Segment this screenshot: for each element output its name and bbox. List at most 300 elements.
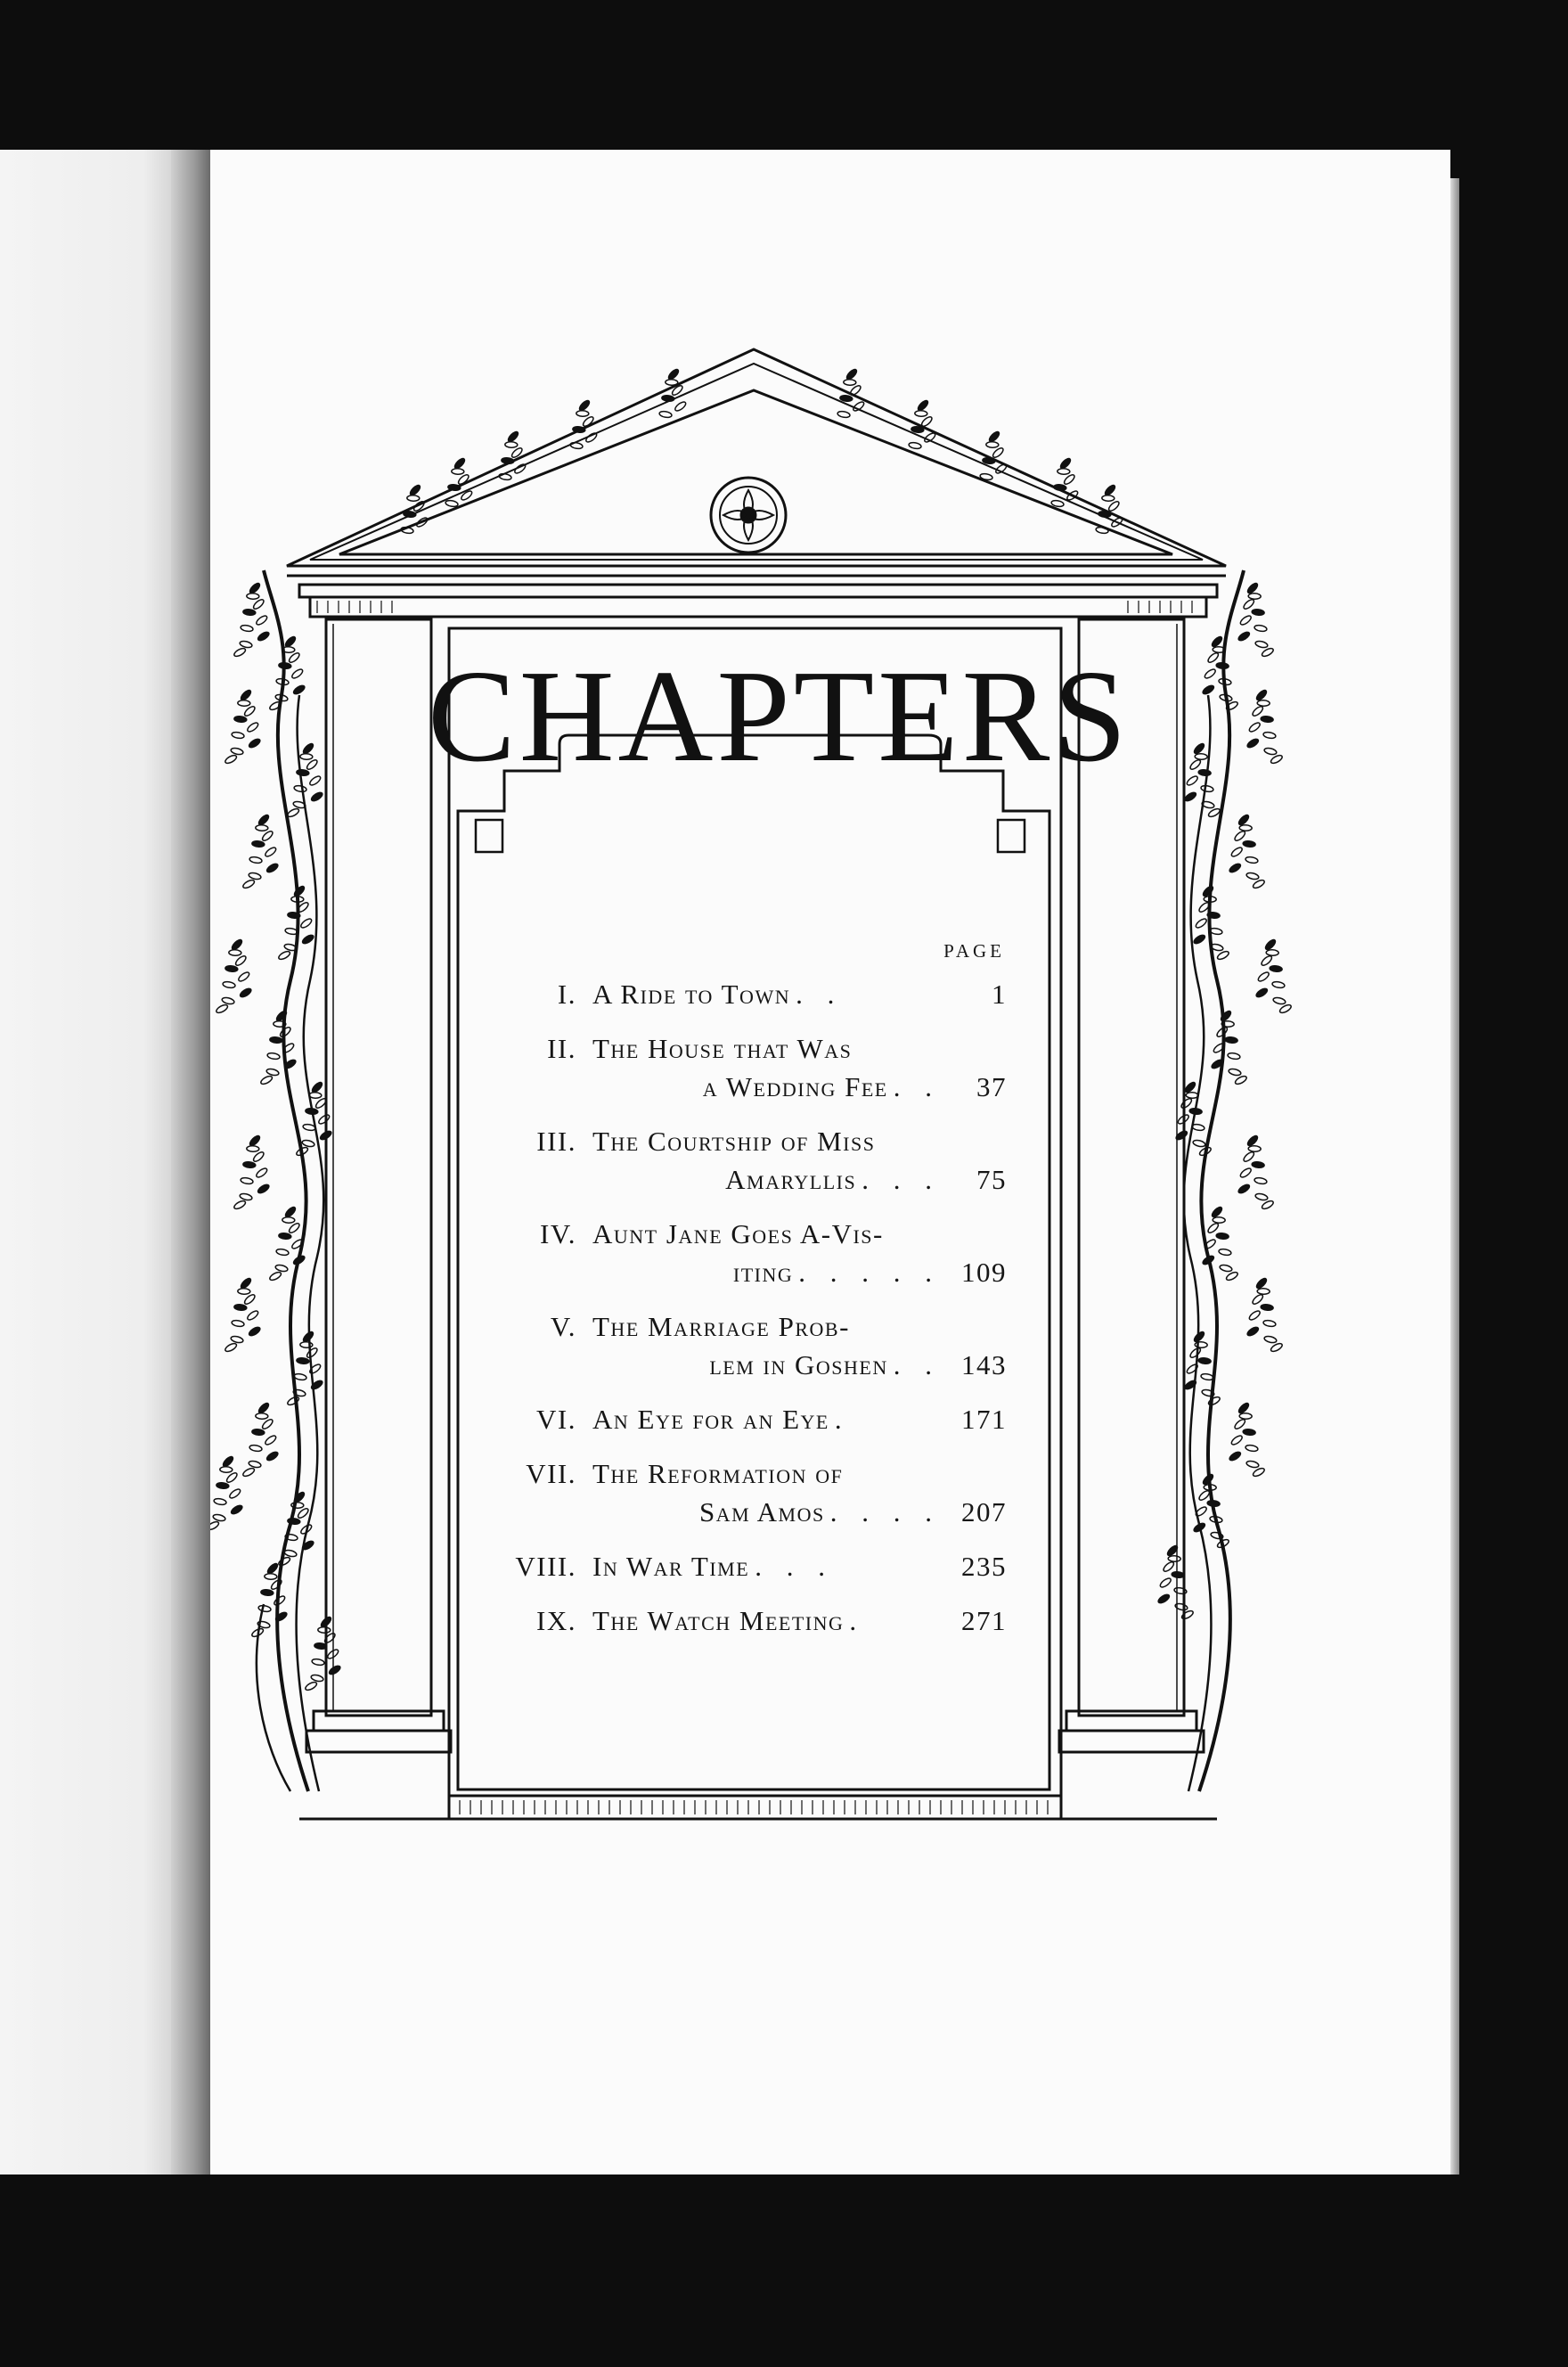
chapter-entry (486, 1547, 1007, 1585)
leaf (248, 738, 261, 749)
leaf (248, 872, 261, 880)
chapter-page-number: 37 (976, 1071, 1007, 1102)
chapter-numeral: II. (547, 1033, 576, 1064)
leaf (1202, 684, 1215, 696)
leaf (1107, 500, 1121, 512)
leaf (1157, 1593, 1171, 1605)
chapter-numeral: VIII. (515, 1551, 576, 1582)
leaf (297, 1507, 310, 1519)
leaf (249, 1445, 263, 1453)
chapter-page-number: 143 (961, 1349, 1007, 1380)
leaf (1255, 1277, 1268, 1290)
leaf (917, 399, 929, 412)
leaf (445, 500, 459, 508)
leaf (1263, 732, 1277, 740)
leaf (1242, 1151, 1255, 1163)
chapter-list (486, 975, 1007, 1640)
leaf (270, 1578, 283, 1591)
leaf (837, 411, 851, 419)
leaf (308, 774, 322, 787)
leader-dots: . . (893, 1349, 941, 1380)
leaf (257, 1402, 270, 1414)
chapter-page-number: 271 (961, 1605, 1007, 1636)
leaf (239, 987, 252, 999)
leaf (1063, 473, 1076, 486)
leaf (1246, 1134, 1259, 1147)
chapter-entry (486, 1307, 1007, 1384)
leaf (1254, 1177, 1268, 1185)
chapter-page-number: 171 (961, 1404, 1007, 1435)
leaf (1245, 1445, 1259, 1453)
leaf (1270, 1342, 1283, 1353)
leaf (220, 1467, 233, 1473)
leaf (233, 647, 246, 658)
leaf (230, 747, 243, 756)
leaf (297, 769, 310, 776)
leaf (1239, 1167, 1253, 1179)
leaf (290, 668, 304, 680)
leaf (1257, 971, 1270, 983)
chapter-entry (486, 1215, 1007, 1291)
leaf (1254, 1192, 1268, 1201)
leaf (1251, 705, 1264, 717)
chapter-page-number: 75 (976, 1164, 1007, 1195)
chapter-entry (486, 975, 1007, 1013)
leaf (1255, 689, 1268, 701)
leaf (667, 368, 680, 381)
leaf (1180, 1609, 1194, 1620)
leader-dots: . . . . . (798, 1257, 941, 1288)
leaf (1201, 1373, 1214, 1381)
leaf (212, 1513, 225, 1522)
chapter-title: iting (732, 1257, 794, 1288)
leaf (301, 934, 314, 946)
leaf (576, 411, 589, 417)
leaf (1252, 1467, 1265, 1478)
chapter-line (486, 1307, 1007, 1346)
leaf (1237, 1184, 1251, 1195)
leaf (243, 1293, 257, 1306)
chapter-line (486, 1601, 1007, 1640)
leaf (920, 415, 934, 428)
leaf (1261, 716, 1274, 723)
leaf (1239, 1413, 1252, 1420)
leaf (909, 442, 922, 450)
leaf (1211, 635, 1223, 648)
leaf (294, 1373, 307, 1381)
leaf (409, 484, 421, 496)
leaf (1248, 721, 1262, 733)
leaf (584, 431, 598, 444)
leaf (310, 1674, 323, 1683)
chapter-title-text (592, 1215, 941, 1253)
leaf (1213, 1217, 1225, 1224)
leaf (265, 863, 279, 874)
leaf (1195, 917, 1208, 930)
leaf (257, 1184, 270, 1195)
chapter-title: The House that Was (592, 1033, 853, 1064)
chapter-entry (486, 1029, 1007, 1106)
leaf (221, 996, 234, 1005)
leaf (1192, 1139, 1205, 1148)
chapters-title: CHAPTERS (428, 643, 1131, 790)
leaf (302, 742, 314, 755)
leaf (1246, 738, 1260, 749)
leaf (312, 1659, 325, 1667)
leaf (304, 1681, 317, 1691)
chapter-numeral: III. (536, 1126, 576, 1157)
leaf (249, 1134, 261, 1147)
leaf (239, 640, 252, 649)
leaf (1261, 1304, 1274, 1311)
book-gutter (171, 150, 210, 2175)
chapter-title-continued (592, 1160, 941, 1199)
leaf (1058, 469, 1070, 475)
leaf (1233, 1418, 1246, 1430)
leaf (1237, 1402, 1250, 1414)
chapter-title: Amaryllis (725, 1164, 857, 1195)
leaf (265, 1451, 279, 1462)
leaf (1216, 950, 1229, 961)
leaf (261, 1589, 274, 1596)
leaf (915, 411, 927, 417)
leaf (1264, 938, 1277, 951)
leaf (452, 469, 464, 475)
leaf (1225, 1271, 1238, 1282)
leaf (1186, 774, 1199, 787)
leaf (1263, 1335, 1277, 1344)
leaf (258, 1605, 272, 1613)
table-of-contents (486, 940, 1007, 1656)
chapter-numeral: V. (550, 1311, 576, 1342)
leaf (1246, 1326, 1260, 1338)
leader-dots: . . . . (829, 1496, 941, 1527)
leaf (1192, 1124, 1205, 1132)
leaf (1233, 830, 1246, 842)
chapter-title-text (592, 975, 941, 1013)
leaf (292, 684, 306, 696)
chapter-title-continued (592, 1253, 941, 1291)
leaf (1206, 651, 1220, 664)
leaf (293, 885, 306, 897)
chapter-title-continued (592, 1346, 941, 1384)
leaf (234, 954, 248, 967)
leaf (840, 395, 853, 402)
leaf (230, 1504, 243, 1516)
chapter-title-text (592, 1547, 941, 1585)
leaf (1243, 840, 1256, 848)
leaf (844, 380, 856, 386)
leaf (1254, 625, 1268, 633)
chapter-title: lem in Goshen (709, 1349, 888, 1380)
leaf (279, 1233, 292, 1240)
leaf (1054, 484, 1067, 491)
leaf (210, 1520, 220, 1531)
left-column (326, 619, 431, 1716)
leaf (223, 981, 236, 989)
leader-dots (852, 1033, 857, 1064)
leaf (214, 1498, 227, 1506)
chapter-numeral: IX. (536, 1605, 576, 1636)
chapter-title: The Marriage Prob- (592, 1311, 850, 1342)
leaf (1243, 1429, 1256, 1436)
chapter-title: In War Time (592, 1551, 750, 1582)
leaf (222, 1455, 234, 1468)
leaf (499, 473, 512, 481)
leader-dots: . . (893, 1071, 941, 1102)
leaf (1255, 987, 1269, 999)
leaf (310, 791, 323, 803)
chapter-entry (486, 1122, 1007, 1199)
chapter-line (486, 1400, 1007, 1438)
leaf (231, 938, 243, 951)
leaf (453, 457, 466, 470)
leaf (1186, 1363, 1199, 1375)
leaf (1252, 609, 1265, 616)
leader-dots: . (834, 1404, 851, 1435)
leader-dots: . (849, 1605, 866, 1636)
leaf (1159, 1577, 1172, 1589)
leaf (1195, 1505, 1208, 1518)
leaf (246, 1309, 259, 1322)
leaf (986, 442, 999, 448)
leaf (1229, 1451, 1242, 1462)
leaf (233, 1200, 246, 1210)
leaf (1230, 846, 1244, 858)
chapter-page-number: 1 (992, 979, 1007, 1010)
leaf (1186, 1093, 1198, 1099)
leaf (1252, 1161, 1265, 1168)
leaf (248, 1326, 261, 1338)
chapter-numeral: VI. (536, 1404, 576, 1435)
chapter-line (486, 975, 1007, 1013)
leaf (1228, 1052, 1241, 1061)
leader-dots: . . (796, 979, 844, 1010)
leaf (229, 950, 241, 956)
leaf (505, 442, 518, 448)
leaf (1248, 1309, 1262, 1322)
leaf (261, 830, 274, 842)
leaf (267, 1052, 281, 1061)
chapter-title: An Eye for an Eye (592, 1404, 829, 1435)
leaf (243, 609, 257, 616)
leaf (1263, 747, 1277, 756)
leaf (1188, 1347, 1202, 1359)
chapter-title-text (592, 1400, 941, 1438)
left-wisteria-vine (257, 570, 323, 1791)
chapter-numeral: I. (557, 979, 576, 1010)
leaf (1207, 1396, 1221, 1406)
leaf (255, 614, 268, 627)
chapter-line-continued (486, 1160, 1007, 1199)
leaf (1272, 996, 1286, 1005)
leaf (1225, 1036, 1238, 1044)
leaf (1266, 950, 1278, 956)
leaf (1270, 965, 1283, 972)
leaf (224, 754, 237, 765)
leaf (1201, 785, 1214, 793)
leaf (241, 1467, 255, 1478)
leaf (1202, 885, 1214, 897)
leaf (237, 971, 250, 983)
leaf (247, 594, 259, 600)
leaf (1237, 631, 1251, 643)
chapter-page-number: 235 (961, 1551, 1007, 1582)
leaf (249, 582, 261, 594)
leaf (300, 754, 313, 760)
leaf (309, 1093, 322, 1099)
leaf (283, 1549, 297, 1558)
leaf (1251, 1293, 1264, 1306)
leaf (1162, 1560, 1175, 1573)
leaf (257, 631, 270, 643)
leaf (1059, 457, 1072, 470)
leaf (662, 395, 675, 402)
leaf (1254, 640, 1268, 649)
leaf (276, 1249, 290, 1257)
leaf (259, 1075, 273, 1085)
leaf (241, 1177, 254, 1185)
leaf (992, 446, 1005, 459)
leader-dots: . . . (755, 1551, 834, 1582)
leaf (268, 1271, 282, 1282)
leaf (249, 856, 263, 864)
leaf (1180, 1097, 1193, 1110)
leaf (284, 1206, 297, 1218)
leaf (238, 1289, 250, 1295)
leaf (265, 1574, 277, 1580)
leaf (240, 1277, 252, 1290)
chapter-entry (486, 1454, 1007, 1531)
leaf (246, 721, 259, 733)
right-wisteria-vine (1184, 570, 1244, 1791)
leaf (318, 1627, 331, 1634)
chapter-line (486, 1215, 1007, 1253)
leaf (301, 1139, 314, 1148)
leaf (306, 1108, 319, 1115)
leaf (277, 1556, 290, 1567)
leaf (1219, 1264, 1232, 1273)
chapter-title-text (592, 1601, 941, 1640)
leaf (1263, 1320, 1277, 1328)
leaf (279, 662, 292, 669)
chapter-title-text (592, 1122, 941, 1160)
leaf (988, 430, 1000, 443)
leaf (256, 825, 268, 831)
leaf (1184, 1081, 1196, 1093)
chapter-title: Aunt Jane Goes A-Vis- (592, 1218, 884, 1249)
leaf (257, 814, 270, 826)
leaf (264, 1434, 277, 1446)
leaf (1206, 1222, 1220, 1234)
leaf (248, 1460, 261, 1469)
chapter-line-continued (486, 1068, 1007, 1106)
chapter-numeral: IV. (540, 1218, 576, 1249)
leaf (252, 840, 265, 848)
page-edge (1450, 178, 1459, 2175)
leaf (407, 496, 420, 502)
leaf (1229, 863, 1242, 874)
leaf (252, 1151, 265, 1163)
leaf (1245, 856, 1259, 864)
leaf (1252, 879, 1265, 889)
leader-dots: . . . (862, 1164, 941, 1195)
leaf (270, 1036, 283, 1044)
leaf (264, 846, 277, 858)
leaf (232, 1320, 245, 1328)
leaf (1216, 1233, 1229, 1240)
leaf (234, 716, 248, 723)
leader-dots (884, 1218, 889, 1249)
leaf (845, 368, 858, 381)
leaf (288, 1222, 301, 1234)
leaf (252, 598, 265, 610)
leaf (1184, 791, 1197, 803)
leaf (1195, 754, 1207, 760)
leaf (1245, 872, 1259, 880)
leaf (513, 463, 527, 475)
leaf (1228, 1068, 1241, 1077)
leaf (247, 1146, 259, 1152)
leaf (1239, 614, 1253, 627)
leaf (274, 1264, 288, 1273)
leaf (570, 442, 584, 450)
chapter-numeral: VII. (526, 1458, 576, 1489)
leaf (1261, 647, 1274, 658)
leaf (232, 732, 245, 740)
leaf (1272, 981, 1286, 989)
leaf (216, 1482, 230, 1489)
leaf (288, 651, 301, 664)
rosette-ornament (711, 478, 786, 553)
leaf (297, 1357, 310, 1364)
leaf (1198, 1357, 1212, 1364)
chapter-page-number: 207 (961, 1496, 1007, 1527)
leaf (404, 511, 417, 518)
leaf (234, 1304, 248, 1311)
chapter-line-continued (486, 1346, 1007, 1384)
leaf (1193, 742, 1205, 755)
leaf (328, 1665, 341, 1676)
leaf (1168, 1556, 1180, 1562)
leaf (252, 1429, 265, 1436)
chapter-title: The Watch Meeting (592, 1605, 845, 1636)
leaf (224, 1342, 237, 1353)
leaf (1104, 484, 1116, 496)
leaf (306, 1347, 319, 1359)
leaf (311, 1081, 323, 1093)
leader-dots (850, 1311, 855, 1342)
leaf (1278, 1003, 1292, 1014)
chapter-line (486, 1029, 1007, 1068)
chapter-title-text (592, 1454, 941, 1493)
leaf (1211, 1206, 1223, 1218)
leader-dots (843, 1458, 848, 1489)
leaf (265, 1068, 279, 1077)
leaf (666, 380, 678, 386)
leaf (1216, 662, 1229, 669)
leaf (1188, 758, 1202, 771)
pediment (287, 349, 1226, 566)
chapter-line (486, 1547, 1007, 1585)
leaf (1257, 1289, 1270, 1295)
leaf (241, 879, 255, 889)
leaf (266, 1562, 279, 1575)
leaf (1189, 1108, 1203, 1115)
leaf (1261, 1200, 1274, 1210)
leaf (578, 399, 591, 412)
leaf (1242, 598, 1255, 610)
